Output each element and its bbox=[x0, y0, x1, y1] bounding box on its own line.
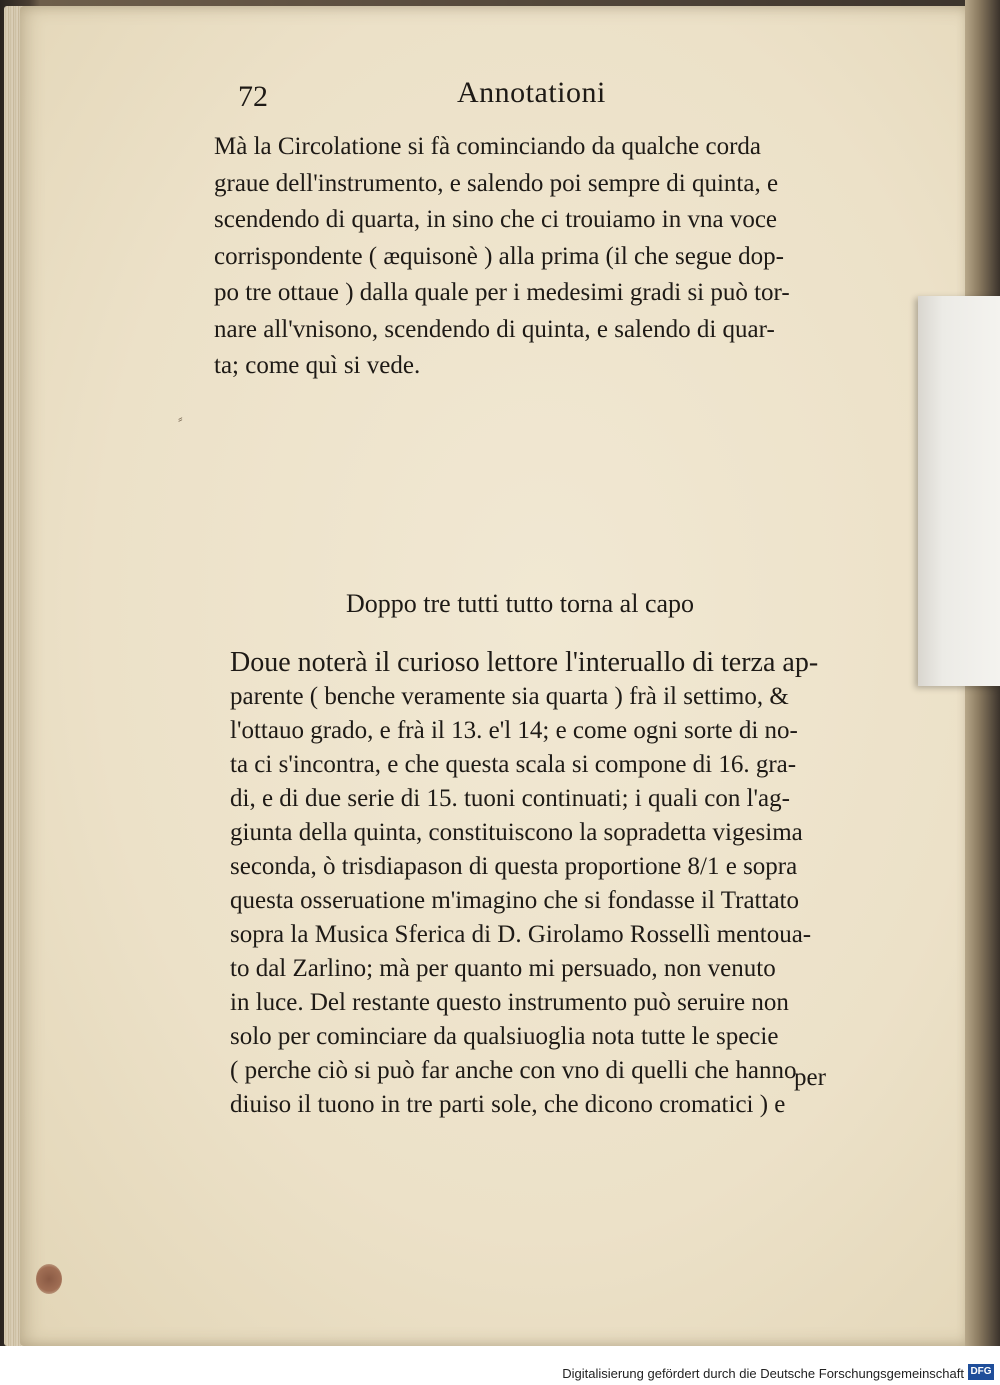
footer-credit: Digitalisierung gefördert durch die Deutsche Forschungsgemeinschaft bbox=[562, 1366, 964, 1381]
text-line: corrispondente ( æquisonè ) alla prima (il che segue dop- bbox=[214, 242, 784, 270]
text-line: to dal Zarlino; mà per quanto mi persuado, non venuto bbox=[230, 955, 776, 982]
paper-slip bbox=[918, 296, 1000, 686]
text-line: ta ci s'incontra, e che questa scala si compone di 16. gra- bbox=[230, 751, 797, 778]
text-line: ( perche ciò si può far anche con vno di quelli che hanno bbox=[230, 1057, 797, 1084]
dfg-logo-icon: DFG bbox=[968, 1364, 994, 1380]
text-line: sopra la Musica Sferica di D. Girolamo Rossellì mentoua- bbox=[230, 921, 812, 948]
text-line: l'ottauo grado, e frà il 13. e'l 14; e come ogni sorte di no- bbox=[230, 717, 798, 744]
text-line: po tre ottaue ) dalla quale per i medesimi gradi si può tor- bbox=[214, 279, 790, 306]
text-line: in luce. Del restante questo instrumento può seruire non bbox=[230, 989, 789, 1016]
text-line: graue dell'instrumento, e salendo poi sempre di quinta, e bbox=[214, 169, 779, 197]
text-line: nare all'vnisono, scendendo di quinta, e salendo di quar- bbox=[214, 315, 775, 343]
text-line: Mà la Circolatione si fà cominciando da qualche corda bbox=[214, 133, 762, 160]
text-line: parente ( benche veramente sia quarta ) frà il settimo, & bbox=[230, 683, 789, 710]
text-line: giunta della quinta, constituiscono la sopradetta vigesima bbox=[230, 819, 803, 846]
paragraph-1 bbox=[214, 129, 790, 385]
text-line: solo per cominciare da qualsiuoglia nota tutte le specie bbox=[230, 1023, 779, 1050]
text-line: scendendo di quarta, in sino che ci trouiamo in vna voce bbox=[214, 206, 778, 233]
text-line: Doue noterà il curioso lettore l'interuallo di terza ap- bbox=[230, 647, 819, 678]
running-head: Annotationi bbox=[457, 76, 606, 109]
text-line: diuiso il tuono in tre parti sole, che dicono cromatici ) e bbox=[230, 1091, 786, 1118]
catchword: per bbox=[794, 1064, 826, 1091]
page-number: 72 bbox=[238, 80, 268, 113]
section-heading: Doppo tre tutti tutto torna al capo bbox=[346, 589, 695, 618]
book-gutter bbox=[965, 0, 1000, 1385]
margin-mark: ⸗ bbox=[178, 412, 183, 427]
text-line: di, e di due serie di 15. tuoni continuati; i quali con l'ag- bbox=[230, 785, 790, 812]
text-line: ta; come quì si vede. bbox=[214, 352, 421, 379]
ink-stain bbox=[36, 1264, 62, 1294]
paragraph-2 bbox=[230, 646, 818, 1122]
text-line: questa osseruatione m'imagino che si fondasse il Trattato bbox=[230, 887, 799, 914]
text-line: seconda, ò trisdiapason di questa proportione 8/1 e sopra bbox=[230, 853, 798, 880]
